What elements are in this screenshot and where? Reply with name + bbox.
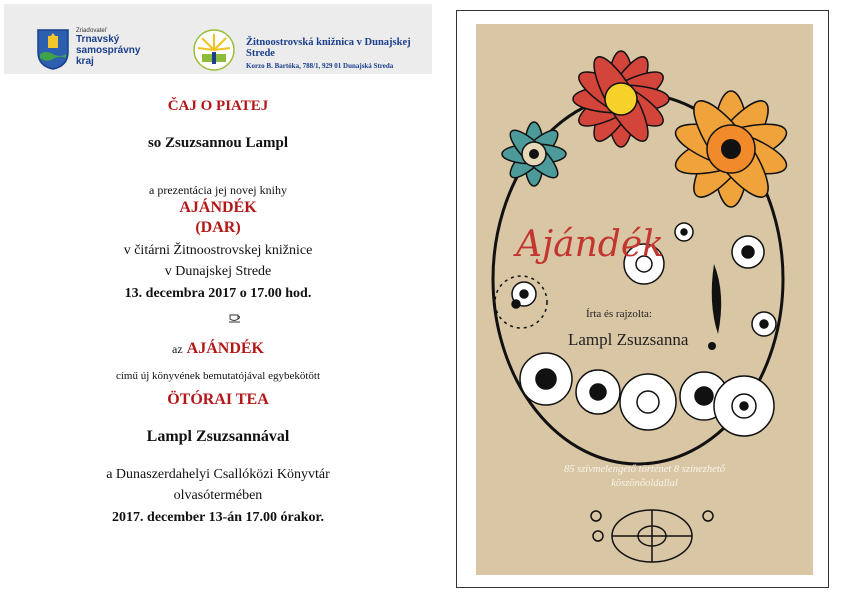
org1-founder-label: Zriaďovateľ	[76, 28, 107, 34]
event-title-sk: ČAJ O PIATEJ	[167, 98, 269, 114]
book-translation: (DAR)	[195, 219, 241, 236]
org1-line3: kraj	[76, 56, 94, 67]
leaf-icon	[712, 264, 721, 334]
hu-event-title: ÖTÓRAI TEA	[167, 391, 269, 408]
cover-author: Lampl Zsuzsanna	[568, 330, 689, 349]
cover-subtitle-line1: 85 szívmelengető történet 8 színezhető	[564, 464, 725, 475]
presentation-intro: a prezentácia jej novej knihy	[149, 183, 287, 197]
red-flower-icon	[572, 50, 669, 147]
hu-book-line	[0, 340, 436, 358]
hu-venue-line2: olvasótermében	[173, 488, 263, 503]
teacup-icon	[228, 313, 242, 323]
book-cover	[476, 24, 813, 575]
library-name: Žitnoostrovská knižnica v Dunajskej Strede	[246, 37, 411, 59]
cover-by-line: Írta és rajzolta:	[586, 308, 652, 320]
hu-venue-line1: a Dunaszerdahelyi Csallóközi Könyvtár	[106, 467, 330, 482]
book-name: AJÁNDÉK	[179, 199, 257, 216]
org1-line2: samosprávny	[76, 45, 141, 56]
org1-name	[76, 28, 140, 67]
venue-line2: v Dunajskej Strede	[164, 264, 272, 279]
cover-floral-art	[476, 24, 813, 575]
date-sk: 13. decembra 2017 o 17.00 hod.	[124, 286, 312, 301]
venue-line1: v čitárni Žitnoostrovskej knižnice	[123, 243, 313, 258]
hu-prefix: az	[172, 342, 183, 356]
org2-name	[246, 37, 432, 70]
cover-title: Ajándék	[516, 224, 664, 265]
hu-intro: című új könyvének bemutatójával egybekötött	[115, 370, 321, 382]
trnava-region-crest-icon	[36, 28, 70, 70]
orange-flower-icon	[670, 91, 791, 207]
hu-book-name: AJÁNDÉK	[186, 340, 264, 357]
bottom-flower-row-icon	[520, 353, 774, 436]
guest-name-sk: so Zsuzsannou Lampl	[147, 135, 289, 151]
teal-flower-icon	[502, 122, 566, 186]
date-hu: 2017. december 13-án 17.00 órakor.	[112, 510, 324, 525]
library-address: Korzo B. Bartóka, 788/1, 929 01 Dunajská Streda	[246, 62, 394, 70]
hu-guest-name: Lampl Zsuzsannával	[146, 428, 290, 445]
cover-subtitle-line2: köszönőoldallal	[611, 478, 678, 489]
library-logo-icon	[192, 28, 236, 72]
header-band	[4, 4, 432, 74]
org1-line1: Trnavský	[76, 34, 120, 45]
small-bottom-flower-icon	[591, 510, 713, 562]
